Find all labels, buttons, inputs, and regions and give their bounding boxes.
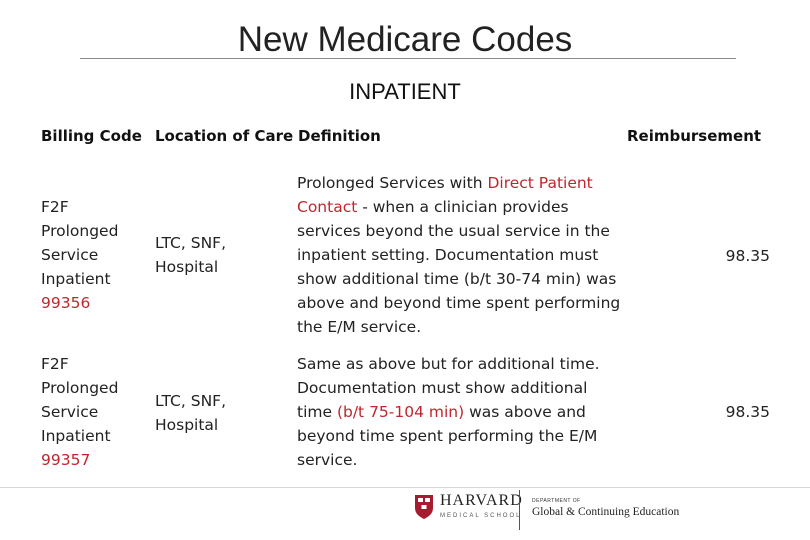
definition-highlight: (b/t 75-104 min) — [336, 403, 465, 421]
definition-text: Same as above but for additional time. Documentation must show additional time — [297, 355, 600, 421]
location-line: Hospital — [155, 416, 219, 434]
billing-code-cell — [41, 195, 118, 315]
title-rule — [80, 58, 736, 59]
definition-text: - when a clinician provides services beyond the usual service in the inpatient setting. Documentation must show additional time (b/t 30-74 min) was above and beyond time spent performing the E/M service. — [297, 198, 621, 336]
harvard-wordmark: HARVARD — [440, 492, 523, 509]
definition-text: Prolonged Services with — [297, 174, 488, 192]
code-number: 99356 — [41, 294, 91, 312]
definition-highlight: Direct Patient Contact — [297, 174, 593, 216]
slide-title: New Medicare Codes — [237, 20, 573, 59]
reimbursement-cell: 98.35 — [725, 403, 770, 421]
location-cell — [155, 231, 226, 279]
footer-divider — [519, 490, 520, 530]
header-billing-code: Billing Code — [41, 127, 142, 145]
header-definition: Definition — [298, 127, 381, 145]
harvard-shield-icon — [414, 494, 434, 520]
location-line: LTC, SNF, — [155, 234, 227, 252]
reimbursement-cell: 98.35 — [725, 247, 770, 265]
code-number: 99357 — [41, 451, 91, 469]
code-line: F2F — [41, 198, 69, 216]
code-line: Prolonged — [41, 222, 119, 240]
location-line: Hospital — [155, 258, 219, 276]
code-line: Service — [41, 403, 99, 421]
code-line: Inpatient — [41, 270, 111, 288]
department-name: Global & Continuing Education — [532, 506, 680, 518]
slide-subtitle: INPATIENT — [349, 79, 461, 104]
department-label: DEPARTMENT OF — [532, 498, 581, 504]
code-line: Inpatient — [41, 427, 111, 445]
definition-cell — [297, 352, 627, 472]
billing-code-cell — [41, 352, 118, 472]
header-reimbursement: Reimbursement — [627, 127, 762, 145]
location-line: LTC, SNF, — [155, 392, 227, 410]
header-location: Location of Care — [155, 127, 294, 145]
definition-text: was above and beyond time spent performing the E/M service. — [297, 403, 598, 469]
location-cell — [155, 389, 226, 437]
footer-rule — [0, 487, 810, 488]
code-line: Prolonged — [41, 379, 119, 397]
code-line: F2F — [41, 355, 69, 373]
definition-cell — [297, 171, 627, 339]
footer-bar — [0, 485, 810, 540]
harvard-subtitle: MEDICAL SCHOOL — [440, 513, 522, 519]
code-line: Service — [41, 246, 99, 264]
